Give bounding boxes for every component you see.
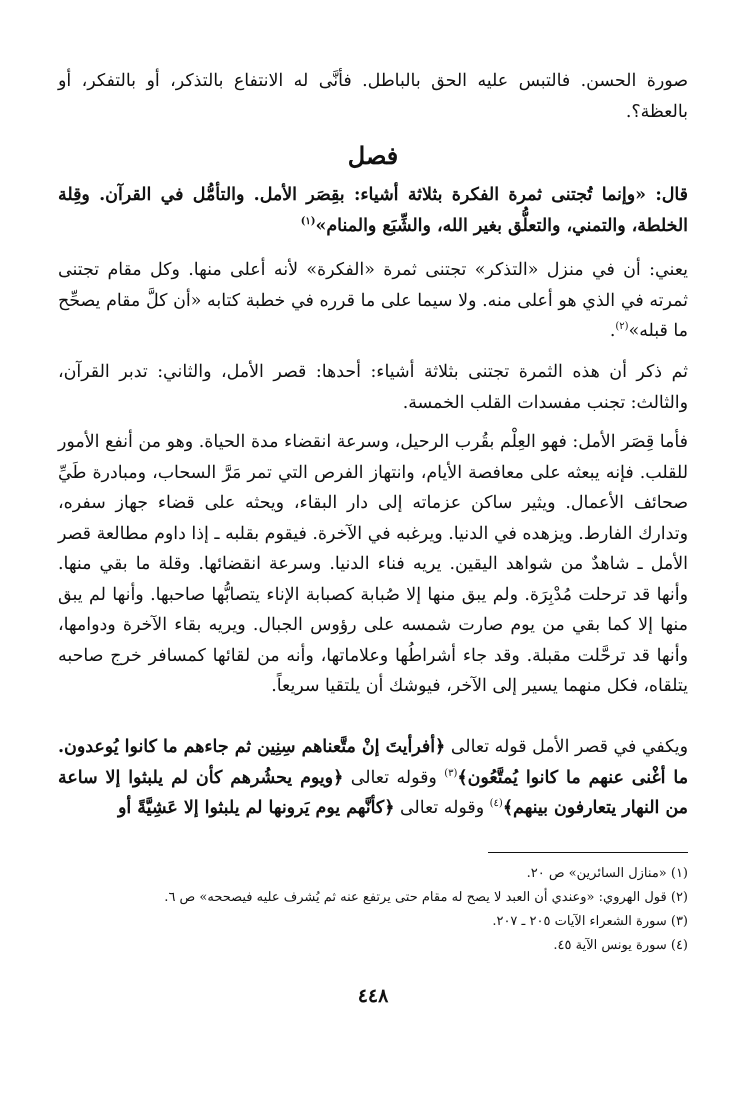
verse-quote-3: ﴿كأنَّهم يوم يَرونها لم يلبثوا إلا عَشِيَّةً أو xyxy=(118,798,395,818)
footnote-marker-3: (٣) xyxy=(444,767,458,779)
paragraph-text: صورة الحسن. فالتبس عليه الحق بالباطل. فأنَّى له الانتفاع بالتذكر، أو بالتفكر، أو بالعظة؟. xyxy=(58,71,688,122)
explanation-text: يعني: أن في منزل «التذكر» تجتنى ثمرة «الفكرة» لأنه أعلى منها. وكل مقام تجتنى ثمرته في الذي هو أعلى منه. ولا سيما على ما قرره في خطبة كتابه «أن كلَّ مقام يصحِّح ما قبله»$^{(٢)}$. xyxy=(58,260,688,341)
quote-paragraph xyxy=(58,180,688,241)
verses-connector-2: وقوله تعالى xyxy=(399,798,485,818)
main-paragraph xyxy=(58,427,688,702)
footnote-4: (٤) سورة يونس الآية ٤٥. xyxy=(553,938,688,953)
explanation-paragraph xyxy=(58,255,688,347)
footnote-2: (٢) قول الهروي: «وعندي أن العبد لا يصح له مقام حتى يرتفع عنه ثم يُشرف عليه فيصححه» ص ٦. xyxy=(164,890,688,905)
paragraph-continuation xyxy=(58,66,688,127)
summary-text: ثم ذكر أن هذه الثمرة تجتنى بثلاثة أشياء: أحدها: قصر الأمل، والثاني: تدبر القرآن، والثالث: تجنب مفسدات القلب الخمسة. xyxy=(58,362,688,413)
verse-quote-1: ﴿أفرأيتَ إنْ متَّعناهم سِنِين ثم جاءهم ما كانوا يُوعدون. ما أغْنى عنهم ما كانوا يُمتَّعُون﴾ xyxy=(58,737,689,788)
page-number: ٤٤٨ xyxy=(357,985,389,1007)
verses-paragraph xyxy=(58,732,688,824)
verses-connector-1: وقوله تعالى xyxy=(350,767,437,788)
footnote-1: (١) «منازل السائرين» ص ٢٠. xyxy=(526,866,688,881)
section-heading: فصل xyxy=(347,141,399,170)
verses-text xyxy=(58,732,688,824)
footnote-divider xyxy=(488,852,688,853)
footnotes xyxy=(58,862,688,958)
main-text: فأما قِصَر الأمل: فهو العِلْم بقُرب الرحيل، وسرعة انقضاء مدة الحياة. وهو من أنفع الأمور للقلب. فإنه يبعثه على معافصة الأيام، وانتهاز الفرص التي تمر مَرَّ السحاب، ومبادرة طَيِّ صحائف الأعمال. ويثير ساكن عزماته إلى دار البقاء، ويحثه على قضاء جهاز سفره، وتدارك الفارط. ويزهده في الدنيا. ويرغبه في الآخرة. فيقوم بقلبه ـ إذا داوم مطالعة قصر الأمل ـ شاهدٌ من شواهد اليقين. يريه فناء الدنيا. وسرعة انقضائها. وقلة ما بقي منها. وأنها قد ترحلت مُدْبِرَة. ولم يبق منها إلا صُبابة كصبابة الإناء يتصابُّها صاحبها. وأنها لم يبق منها إلا كما بقي من يوم صارت شمسه على رؤوس الجبال. ويريه بقاء الآخرة ودوامها، وأنها قد ترحَّلت مقبلة. وقد جاء أشراطُها وعلاماتها، وأنه من لقائها كمسافر خرج صاحبه يتلقاه، فكل منهما يسير إلى الآخر، فيوشك أن يلتقيا سريعاً. xyxy=(58,432,688,696)
verse-quote-2: ﴿ويوم يحشُرهم كأن لم يلبثوا إلا ساعة من النهار يتعارفون بينهم﴾ xyxy=(58,767,688,818)
explanation-body: يعني: أن في منزل «التذكر» تجتنى ثمرة «الفكرة» لأنه أعلى منها. وكل مقام تجتنى ثمرته في الذي هو أعلى منه. ولا سيما على ما قرره في خطبة كتابه «أن كلَّ مقام يصحِّح ما قبله» xyxy=(58,260,688,341)
quoted-text-body: قال: «وإنما تُجتنى ثمرة الفكرة بثلاثة أشياء: بقِصَر الأمل. والتأمُّل في القرآن. وقِلة الخلطة، والتمني، والتعلُّق بغير الله، والشِّبَع والمنام» xyxy=(58,185,688,236)
summary-paragraph xyxy=(58,357,688,418)
quoted-text xyxy=(58,180,688,241)
footnote-3: (٣) سورة الشعراء الآيات ٢٠٥ ـ ٢٠٧. xyxy=(492,914,688,929)
footnote-marker-2: (٢) xyxy=(615,321,629,333)
footnote-marker-1: (١) xyxy=(300,215,316,227)
footnote-marker-4: (٤) xyxy=(489,798,503,810)
verses-intro: ويكفي في قصر الأمل قوله تعالى xyxy=(450,737,688,757)
